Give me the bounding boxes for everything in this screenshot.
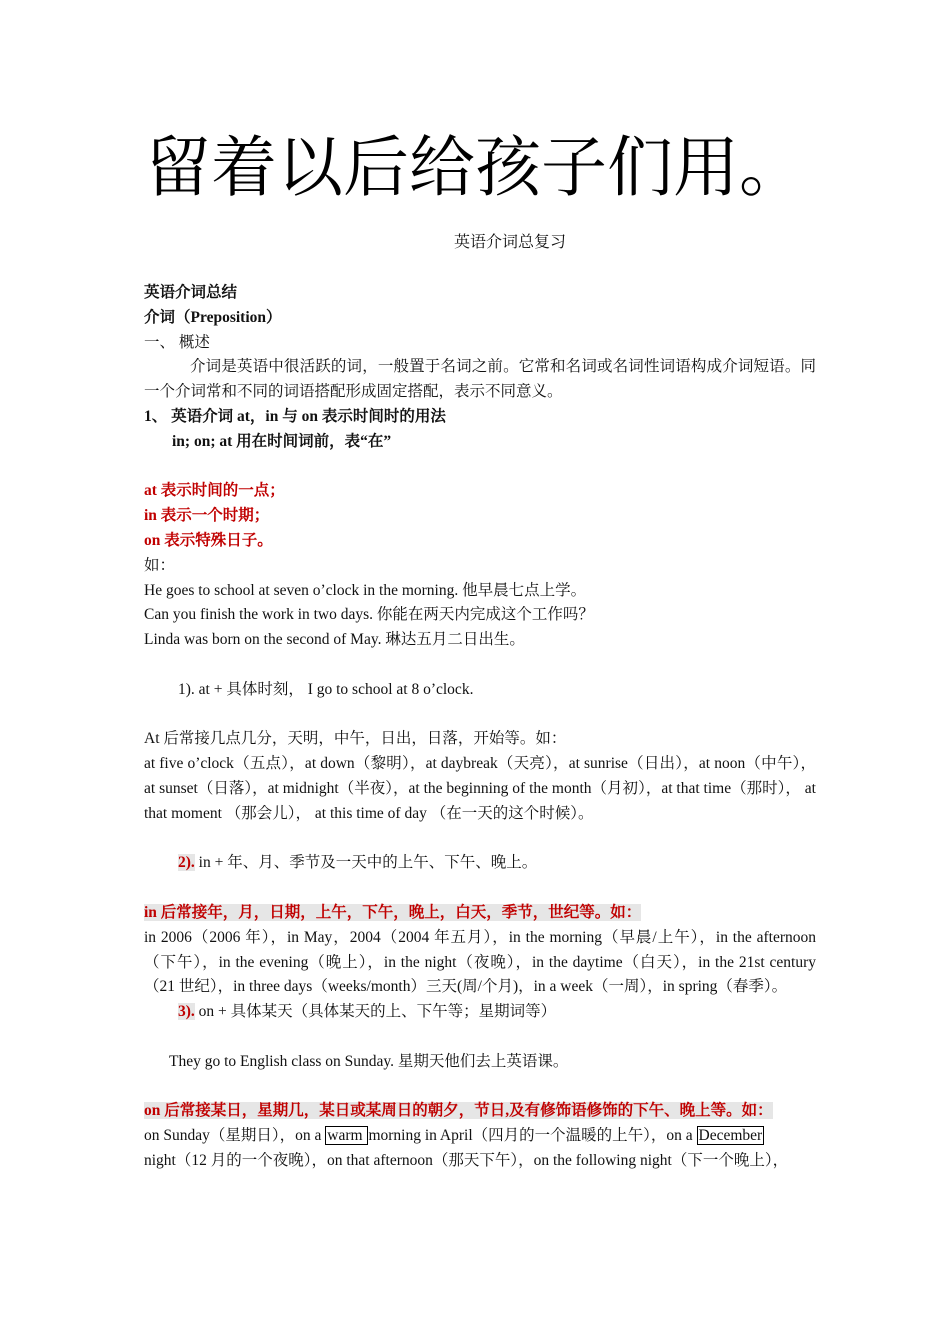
boxed-word-december: December [698, 1127, 763, 1145]
subsection-in-number: 2). [178, 854, 195, 872]
subsection-on-text: on + 具体某天（具体某天的上、下午等；星期词等） [194, 1003, 557, 1021]
heading-preposition: 介词（Preposition） [144, 308, 282, 326]
page-title: 留着以后给孩子们用。 [145, 129, 805, 206]
example-label: 如： [144, 556, 176, 574]
intro-paragraph: 介词是英语中很活跃的词，一般置于名词之前。它常和名词或名词性词语构成介词短语。同一个介词常和不同的词语搭配形成固定搭配，表示不同意义。 [144, 358, 816, 401]
on-usage-examples-line1: on Sunday（星期日），on a warm morning in April（四月的一个温暖的上午），on a December [144, 1127, 763, 1145]
subsection-in [144, 851, 816, 876]
rule-in: in 表示一个时期； [144, 507, 270, 525]
example-sentence-3: Linda was born on the second of May. 琳达五月二日出生。 [144, 631, 525, 649]
example-sentence-2: Can you finish the work in two days. 你能在两天内完成这个工作吗？ [144, 606, 594, 624]
heading-summary: 英语介词总结 [144, 284, 238, 301]
on-usage-examples-line2: night（12 月的一个夜晚），on that afternoon（那天下午），on the following night（下一个晚上）， [144, 1151, 789, 1169]
section-overview-title: 一、 概述 [144, 333, 210, 351]
point1-subtitle: in; on; at 用在时间词前，表“在” [172, 432, 392, 450]
subsection-on-number: 3). [178, 1003, 195, 1021]
document-body [144, 281, 816, 1174]
in-usage-rule: in 后常接年，月，日期，上午，下午，晚上，白天，季节，世纪等。如： [144, 903, 642, 921]
subsection-in-text: in + 年、月、季节及一天中的上午、下午、晚上。 [194, 854, 538, 872]
rule-at: at 表示时间的一点； [144, 482, 285, 500]
example-sentence-1: He goes to school at seven o’clock in the morning. 他早晨七点上学。 [144, 581, 587, 599]
on-usage-rule: on 后常接某日，星期几，某日或某周日的朝夕，节日,及有修饰语修饰的下午、晚上等。如： [144, 1102, 773, 1120]
rule-on: on 表示特殊日子。 [144, 531, 273, 549]
document-subtitle: 英语介词总复习 [453, 234, 566, 251]
subsection-at: 1). at + 具体时刻， I go to school at 8 o’clock. [178, 680, 474, 698]
point1-title: 1、 英语介词 at，in 与 on 表示时间时的用法 [144, 407, 446, 425]
boxed-word-warm: warm [327, 1127, 367, 1145]
on-example-sentence: They go to English class on Sunday. 星期天他们去上英语课。 [169, 1052, 569, 1070]
at-usage-examples: at five o’clock（五点），at down（黎明），at daybreak（天亮），at sunrise（日出），at noon（中午），at sunset（日落），at midnight（半夜），at the beginning of the month（月初），at that time（那时）， at that moment （那会儿）， at this time of day （在一天的这个时候）。 [144, 755, 816, 822]
subsection-on [144, 1000, 816, 1025]
in-usage-examples: in 2006（2006 年），in May，2004（2004 年五月），in the morning（早晨/上午），in the afternoon（下午），in the evening（晚上），in the night（夜晚），in the daytime（白天），in the 21st century（21 世纪），in three days（weeks/month）三天(周/个月)，in a week（一周），in spring（春季）。 [144, 928, 816, 996]
at-usage-intro: At 后常接几点几分，天明，中午，日出，日落，开始等。如： [144, 730, 567, 748]
